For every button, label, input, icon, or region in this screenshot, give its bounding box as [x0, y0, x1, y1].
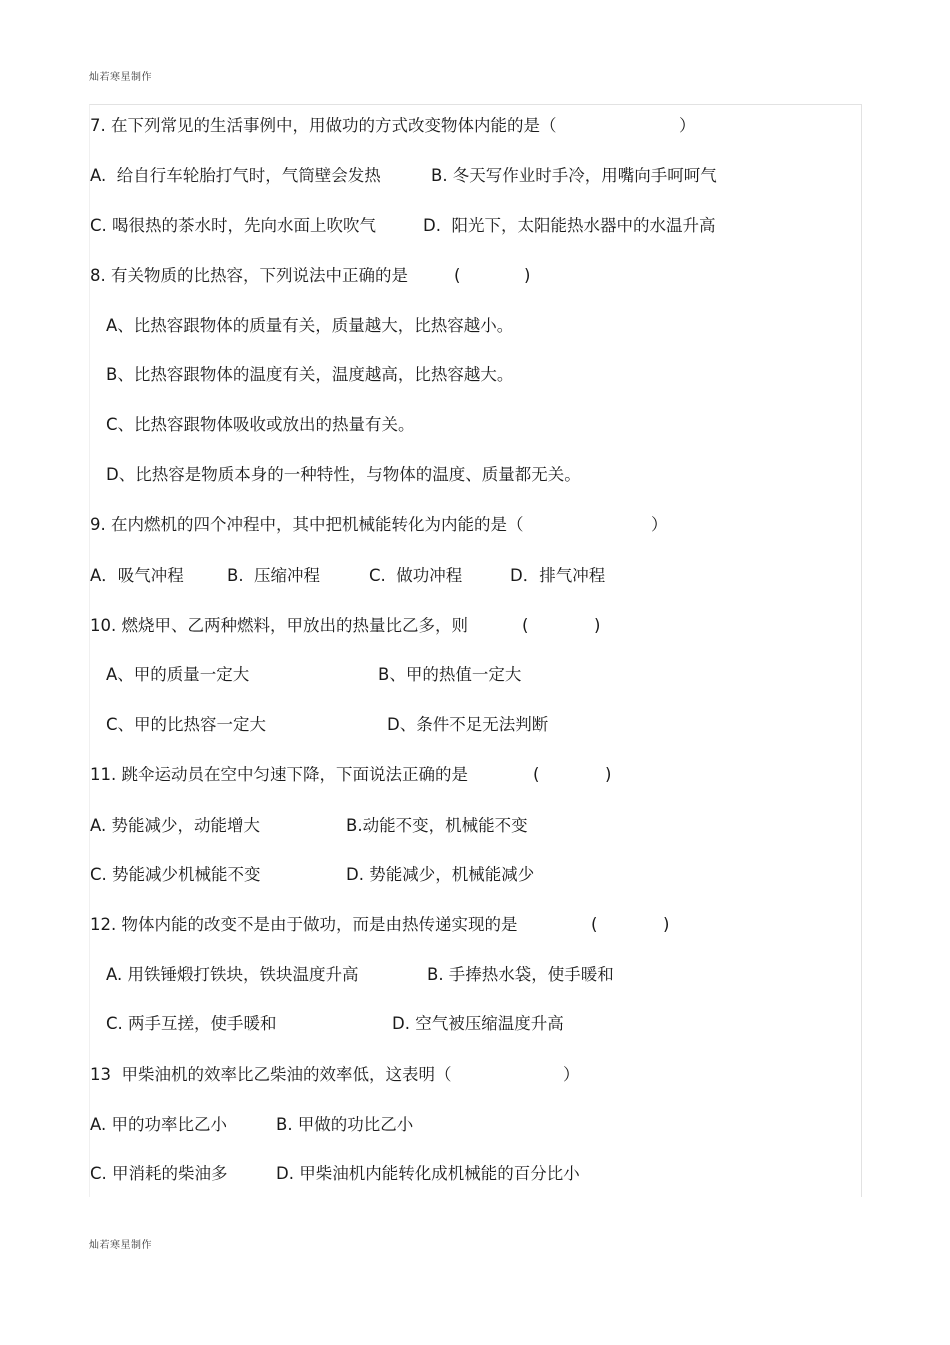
question-12-stem: 12. 物体内能的改变不是由于做功，而是由热传递实现的是	[90, 915, 518, 934]
question-13-option-c: C. 甲消耗的柴油多	[90, 1164, 228, 1183]
question-12-option-a: A. 用铁锤煅打铁块，铁块温度升高	[106, 965, 359, 984]
question-11-options-row-1	[90, 813, 528, 839]
question-9-option-a: A．吸气冲程	[90, 566, 184, 585]
question-10-option-d: D、条件不足无法判断	[387, 715, 549, 734]
question-9-options-row	[90, 563, 606, 589]
question-13-options-row-2	[90, 1161, 580, 1187]
question-8-close-paren: )	[524, 266, 531, 285]
question-8-option-b: B、比热容跟物体的温度有关，温度越高，比热容越大。	[106, 365, 514, 384]
question-11-options-row-2	[90, 862, 535, 888]
question-11	[90, 762, 612, 788]
question-11-close-paren: )	[605, 765, 612, 784]
question-7-option-b: B. 冬天写作业时手冷，用嘴向手呵呵气	[431, 166, 717, 185]
question-9-option-b: B. 压缩冲程	[227, 566, 321, 585]
question-11-option-b: B.动能不变，机械能不变	[346, 816, 528, 835]
header-watermark: 灿若寒星制作	[89, 72, 152, 83]
question-12	[90, 912, 670, 938]
question-7-close-paren: ）	[679, 116, 696, 135]
question-10	[90, 613, 601, 639]
question-12-option-d: D. 空气被压缩温度升高	[392, 1014, 564, 1033]
question-7-options-row-1	[90, 163, 717, 189]
question-8	[90, 263, 531, 289]
question-8-option-a: A、比热容跟物体的质量有关，质量越大，比热容越小。	[106, 316, 514, 335]
question-13-option-a: A. 甲的功率比乙小	[90, 1115, 227, 1134]
question-11-open-paren: (	[533, 765, 540, 784]
question-12-option-b: B. 手捧热水袋，使手暖和	[427, 965, 614, 984]
question-8-stem: 8. 有关物质的比热容，下列说法中正确的是	[90, 266, 408, 285]
question-11-option-d: D. 势能减少，机械能减少	[346, 865, 535, 884]
question-10-option-c: C、甲的比热容一定大	[106, 715, 267, 734]
question-11-option-a: A. 势能减少，动能增大	[90, 816, 260, 835]
question-9	[90, 512, 668, 538]
question-11-stem: 11. 跳伞运动员在空中匀速下降，下面说法正确的是	[90, 765, 468, 784]
question-12-options-row-1	[106, 962, 614, 988]
question-11-option-c: C. 势能减少机械能不变	[90, 865, 261, 884]
question-8-option-d: D、比热容是物质本身的一种特性，与物体的温度、质量都无关。	[106, 465, 581, 484]
footer-watermark: 灿若寒星制作	[89, 1240, 152, 1251]
question-9-stem: 9. 在内燃机的四个冲程中，其中把机械能转化为内能的是（	[90, 515, 524, 534]
question-12-open-paren: (	[591, 915, 598, 934]
question-10-close-paren: )	[594, 616, 601, 635]
question-12-options-row-2	[106, 1011, 564, 1037]
question-7-option-d: D. 阳光下，太阳能热水器中的水温升高	[423, 216, 716, 235]
question-13-options-row-1	[90, 1112, 414, 1138]
question-13	[90, 1062, 580, 1088]
question-7-option-c: C. 喝很热的茶水时，先向水面上吹吹气	[90, 216, 377, 235]
question-13-option-d: D. 甲柴油机内能转化成机械能的百分比小	[276, 1164, 580, 1183]
question-10-options-row-1	[106, 662, 522, 688]
question-10-options-row-2	[106, 712, 549, 738]
question-13-close-paren: ）	[563, 1065, 580, 1084]
question-9-close-paren: ）	[651, 515, 668, 534]
question-10-open-paren: (	[522, 616, 529, 635]
question-10-option-a: A、甲的质量一定大	[106, 665, 250, 684]
question-10-stem: 10. 燃烧甲、乙两种燃料，甲放出的热量比乙多，则	[90, 616, 468, 635]
question-7-stem: 7. 在下列常见的生活事例中，用做功的方式改变物体内能的是（	[90, 116, 557, 135]
question-7-option-a: A. 给自行车轮胎打气时，气筒壁会发热	[90, 166, 381, 185]
question-7-options-row-2	[90, 213, 716, 239]
question-8-option-c: C、比热容跟物体吸收或放出的热量有关。	[106, 415, 415, 434]
question-12-close-paren: )	[663, 915, 670, 934]
question-9-option-d: D．排气冲程	[510, 566, 606, 585]
question-13-stem: 13 甲柴油机的效率比乙柴油的效率低，这表明（	[90, 1065, 452, 1084]
question-7	[90, 113, 696, 139]
question-13-option-b: B. 甲做的功比乙小	[276, 1115, 414, 1134]
question-8-open-paren: (	[454, 266, 461, 285]
question-9-option-c: C. 做功冲程	[369, 566, 463, 585]
question-12-option-c: C. 两手互搓，使手暖和	[106, 1014, 277, 1033]
question-10-option-b: B、甲的热值一定大	[378, 665, 522, 684]
